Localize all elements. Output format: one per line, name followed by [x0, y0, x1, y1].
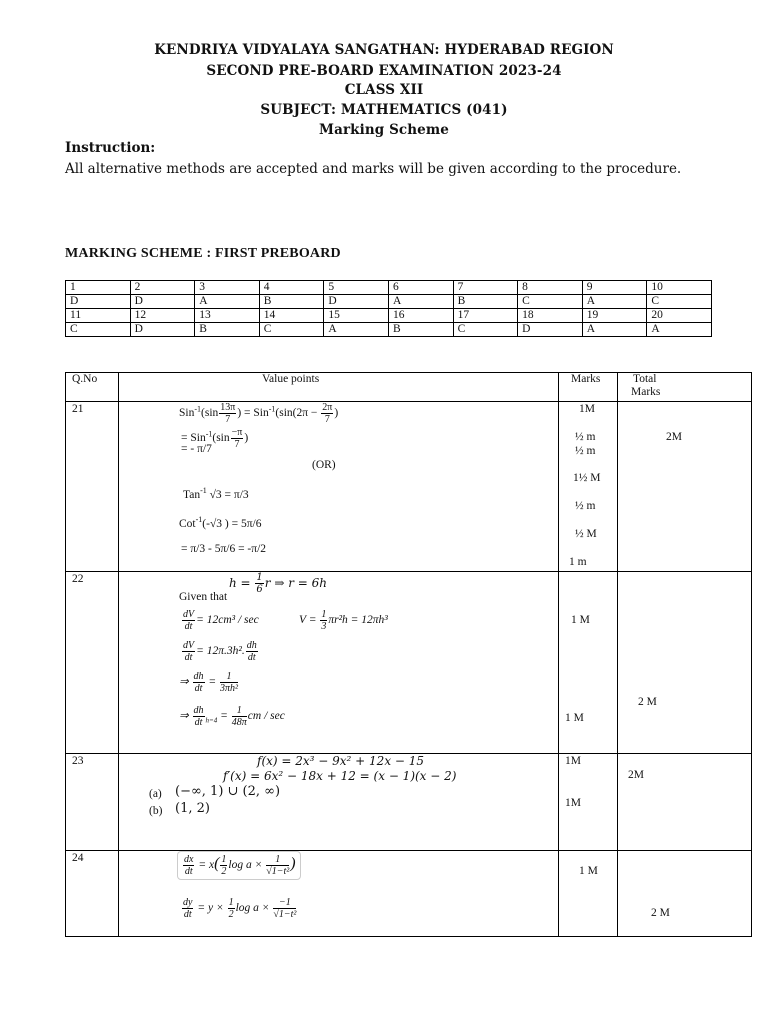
q23-function: f(x) = 2x³ − 9x² + 12x − 15 [257, 754, 425, 768]
instruction-heading: Instruction: [65, 140, 156, 156]
subject-title: SUBJECT: MATHEMATICS (041) [260, 102, 508, 118]
answer-key-cell: B [453, 295, 518, 309]
question-row-22 [66, 572, 752, 754]
qno-23: 23 [72, 755, 84, 767]
answer-key-cell: 6 [388, 281, 453, 295]
q23-a-value: (−∞, 1) ∪ (2, ∞) [175, 784, 281, 799]
answer-key-cell: D [130, 295, 195, 309]
value-points-header: Value points [262, 373, 320, 385]
answer-key-cell: 16 [388, 309, 453, 323]
answer-key-cell: A [582, 323, 647, 337]
answer-key-cell: A [324, 323, 389, 337]
answer-key-cell: C [259, 323, 324, 337]
q21-line2: = Sin$^{-1}$(sin $\frac{-\pi}{7}$ ) [181, 427, 249, 450]
q21-mark-2: ½ m [575, 431, 596, 443]
document-title: Marking Scheme [319, 122, 449, 138]
answer-key-cell: 2 [130, 281, 195, 295]
answer-key-cell: 15 [324, 309, 389, 323]
q24-mark-1: 1 M [579, 865, 598, 877]
total-header-line2: Marks [631, 386, 661, 398]
answer-key-cell: B [195, 323, 260, 337]
instruction-text: All alternative methods are accepted and marks will be given according to the procedure. [65, 161, 682, 177]
class-title: CLASS XII [344, 82, 424, 98]
q23-b-value: (1, 2) [175, 801, 210, 816]
q24-dy-equation: $\frac{dy}{dt}$ = y × $\frac{1}{2}$ log a × $\frac{-1}{\text{√1−t²}}$ [183, 897, 297, 920]
answer-key-cell: D [66, 295, 131, 309]
qno-24: 24 [72, 852, 84, 864]
table-header-row [66, 373, 752, 402]
q23-mark-2: 1M [565, 797, 581, 809]
answer-key-cell: 7 [453, 281, 518, 295]
q21-mark-7: 1 m [569, 556, 587, 568]
q23-b-label: (b) [149, 805, 163, 817]
q22-rate: $\frac{dV}{dt}$ = 12cm³ / sec [183, 609, 259, 632]
q22-result: ⇒ $\frac{dh}{dt}$ $_{h=4}$ = $\frac{1}{48\pi}$ cm / sec [179, 705, 285, 728]
exam-title: SECOND PRE-BOARD EXAMINATION 2023-24 [206, 63, 562, 79]
qno-21: 21 [72, 403, 84, 415]
answer-key-row [66, 323, 712, 337]
q22-eq1: h = $\frac{1}{6}$ r ⇒ r = 6h [229, 572, 328, 595]
q23-a-label: (a) [149, 788, 162, 800]
answer-key-cell: 8 [518, 281, 583, 295]
answer-key-cell: B [259, 295, 324, 309]
q21-mark-5: ½ m [575, 500, 596, 512]
q22-mark-1: 1 M [571, 614, 590, 626]
q22-given: Given that [179, 591, 228, 603]
answer-key-cell: 13 [195, 309, 260, 323]
marks-header: Marks [571, 373, 601, 385]
q22-dh: ⇒ $\frac{dh}{dt}$ = $\frac{1}{\text{3πh²}}$ [179, 671, 239, 694]
answer-key-cell: C [453, 323, 518, 337]
answer-key-cell: 3 [195, 281, 260, 295]
qno-22: 22 [72, 573, 84, 585]
q24-total: 2 M [651, 907, 670, 919]
q21-line3: = - π/7 [181, 443, 212, 455]
q24-dx-equation: $\frac{dx}{dt}$ = x( $\frac{1}{2}$ log a × $\frac{1}{\text{√1−t²}}$ ) [177, 851, 301, 880]
answer-key-cell: 12 [130, 309, 195, 323]
q22-total: 2 M [638, 696, 657, 708]
q23-derivative: f′(x) = 6x² − 18x + 12 = (x − 1)(x − 2) [223, 769, 457, 783]
school-title: KENDRIYA VIDYALAYA SANGATHAN: HYDERABAD REGION [154, 42, 614, 58]
q21-mark-6: ½ M [575, 528, 597, 540]
total-header-line1: Total [633, 373, 657, 385]
q21-mark-4: 1½ M [573, 472, 601, 484]
question-row-24 [66, 851, 752, 937]
answer-key-cell: 17 [453, 309, 518, 323]
q21-mark-1: 1M [579, 403, 595, 415]
q22-dv: $\frac{dV}{dt}$ = 12π.3h². $\frac{dh}{dt}$ [183, 640, 257, 663]
q21-line6: = π/3 - 5π/6 = -π/2 [181, 543, 267, 555]
answer-key-cell: 11 [66, 309, 131, 323]
answer-key-cell: B [388, 323, 453, 337]
qno-header: Q.No [72, 373, 98, 385]
q21-line4: Tan$^{-1}$ √3 = π/3 [183, 486, 249, 501]
q21-line1: Sin$^{-1}$(sin $\frac{13\pi}{7}$ ) = Sin$^{-1}$(sin(2π − $\frac{2\pi}{7}$ ) [179, 402, 339, 425]
value-points-table [65, 372, 752, 937]
answer-key-cell: C [518, 295, 583, 309]
answer-key-row [66, 281, 712, 295]
question-row-21 [66, 402, 752, 572]
q21-line5: Cot$^{-1}$(-√3 ) = 5π/6 [179, 515, 262, 530]
answer-key-row [66, 295, 712, 309]
question-row-23 [66, 754, 752, 851]
q22-volume: V = $\frac{1}{3}$ πr²h = 12πh³ [299, 609, 388, 632]
q21-mark-3: ½ m [575, 445, 596, 457]
answer-key-cell: A [647, 323, 712, 337]
answer-key-cell: 4 [259, 281, 324, 295]
answer-key-cell: D [324, 295, 389, 309]
q23-total: 2M [628, 769, 644, 781]
q22-mark-2: 1 M [565, 712, 584, 724]
answer-key-table [65, 280, 712, 337]
q21-or: (OR) [312, 459, 336, 471]
answer-key-cell: A [195, 295, 260, 309]
answer-key-cell: 18 [518, 309, 583, 323]
answer-key-cell: 5 [324, 281, 389, 295]
answer-key-row [66, 309, 712, 323]
answer-key-cell: 19 [582, 309, 647, 323]
answer-key-cell: 9 [582, 281, 647, 295]
q23-mark-1: 1M [565, 755, 581, 767]
answer-key-cell: A [388, 295, 453, 309]
answer-key-cell: 20 [647, 309, 712, 323]
answer-key-cell: A [582, 295, 647, 309]
answer-key-cell: C [647, 295, 712, 309]
answer-key-cell: 10 [647, 281, 712, 295]
answer-key-cell: C [66, 323, 131, 337]
q21-total: 2M [666, 431, 682, 443]
answer-key-cell: 1 [66, 281, 131, 295]
section-title: MARKING SCHEME : FIRST PREBOARD [65, 246, 341, 261]
answer-key-cell: 14 [259, 309, 324, 323]
answer-key-cell: D [130, 323, 195, 337]
answer-key-cell: D [518, 323, 583, 337]
